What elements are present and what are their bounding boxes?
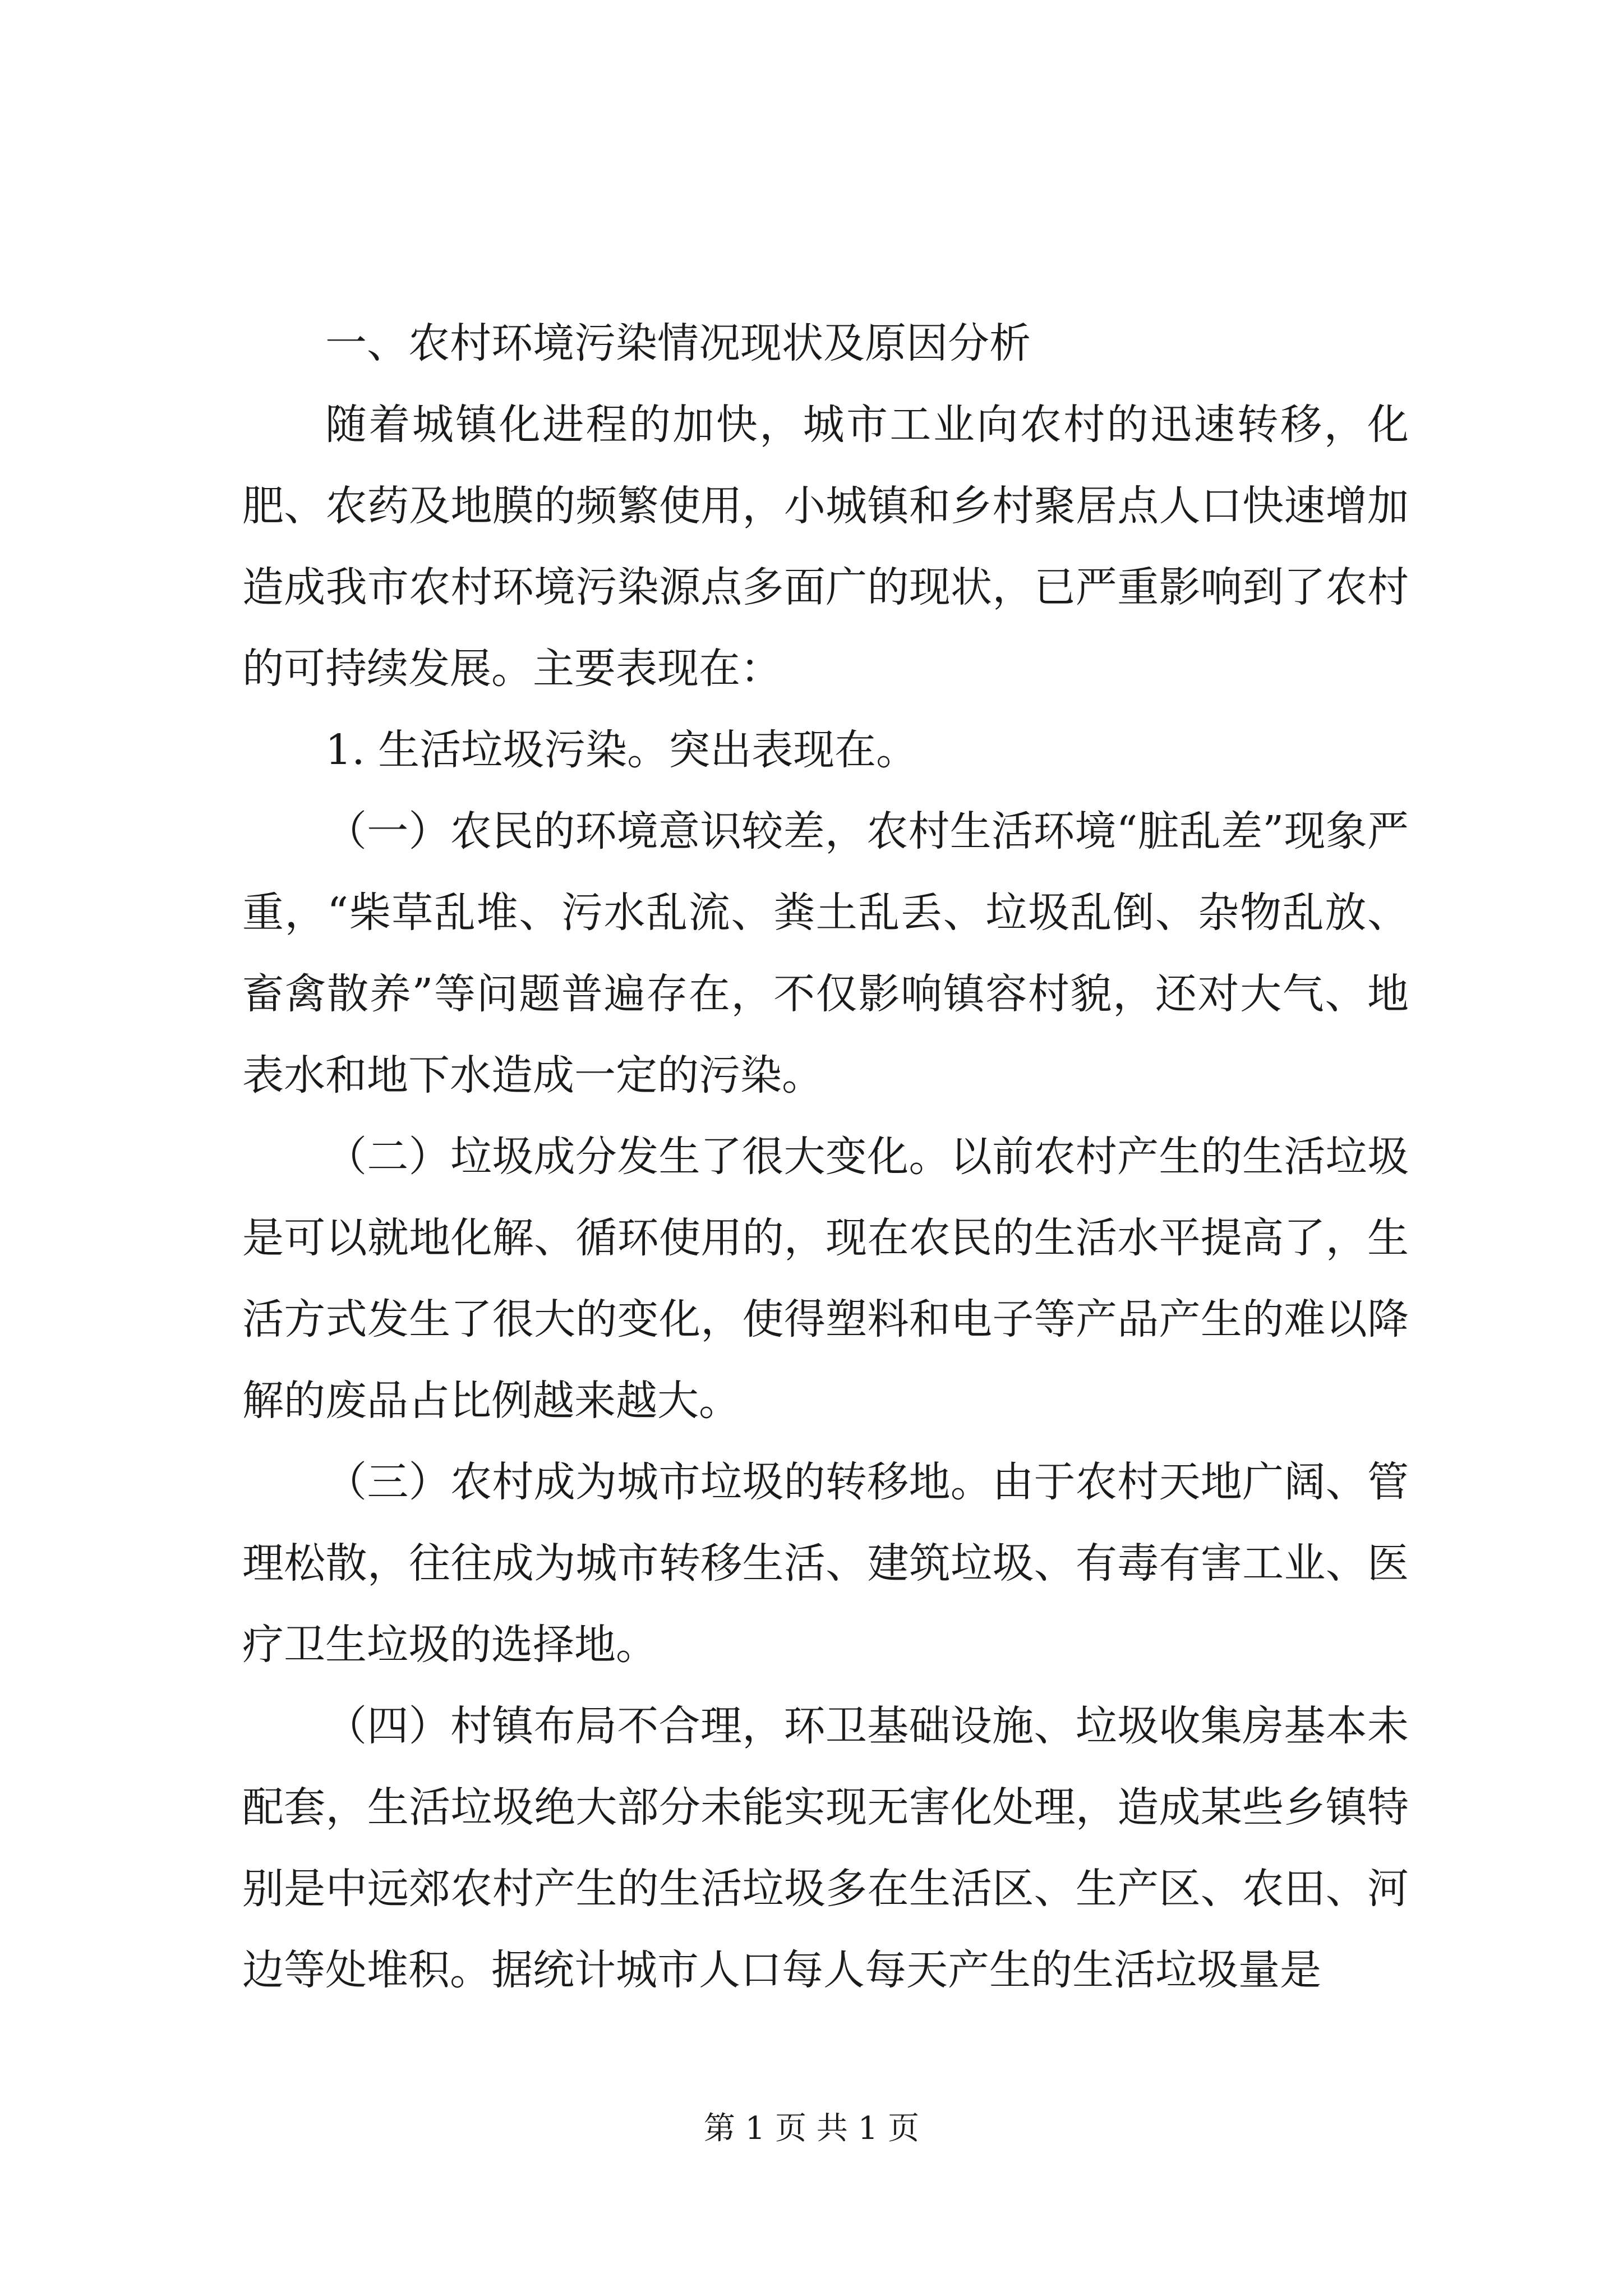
paragraph-item-4: （四）村镇布局不合理，环卫基础设施、垃圾收集房基本未配套，生活垃圾绝大部分未能实现无害化处理，造成某些乡镇特别是中远郊农村产生的生活垃圾多在生活区、生产区、农田、河边等处堆积。据统计城市人口每人每天产生的生活垃圾量是 <box>242 1702 1409 1994</box>
section-heading: 一、农村环境污染情况现状及原因分析 <box>325 319 1031 367</box>
page-footer: 第 1 页 共 1 页 <box>703 2110 920 2147</box>
document-body <box>242 303 1409 2011</box>
subheading-household-waste: 1. 生活垃圾污染。突出表现在。 <box>325 726 918 774</box>
paragraph-item-1: （一）农民的环境意识较差，农村生活环境“脏乱差”现象严重，“柴草乱堆、污水乱流、粪土乱丢、垃圾乱倒、杂物乱放、畜禽散养”等问题普遍存在，不仅影响镇容村貌，还对大气、地表水和地下水造成一定的污染。 <box>242 807 1409 1099</box>
paragraph-intro: 随着城镇化进程的加快，城市工业向农村的迅速转移，化肥、农药及地膜的频繁使用，小城镇和乡村聚居点人口快速增加造成我市农村环境污染源点多面广的现状，已严重影响到了农村的可持续发展。主要表现在： <box>242 401 1409 693</box>
paragraph-item-2: （二）垃圾成分发生了很大变化。以前农村产生的生活垃圾是可以就地化解、循环使用的，现在农民的生活水平提高了，生活方式发生了很大的变化，使得塑料和电子等产品产生的难以降解的废品占比例越来越大。 <box>242 1133 1409 1425</box>
paragraph-item-3: （三）农村成为城市垃圾的转移地。由于农村天地广阔、管理松散，往往成为城市转移生活、建筑垃圾、有毒有害工业、医疗卫生垃圾的选择地。 <box>242 1458 1409 1669</box>
